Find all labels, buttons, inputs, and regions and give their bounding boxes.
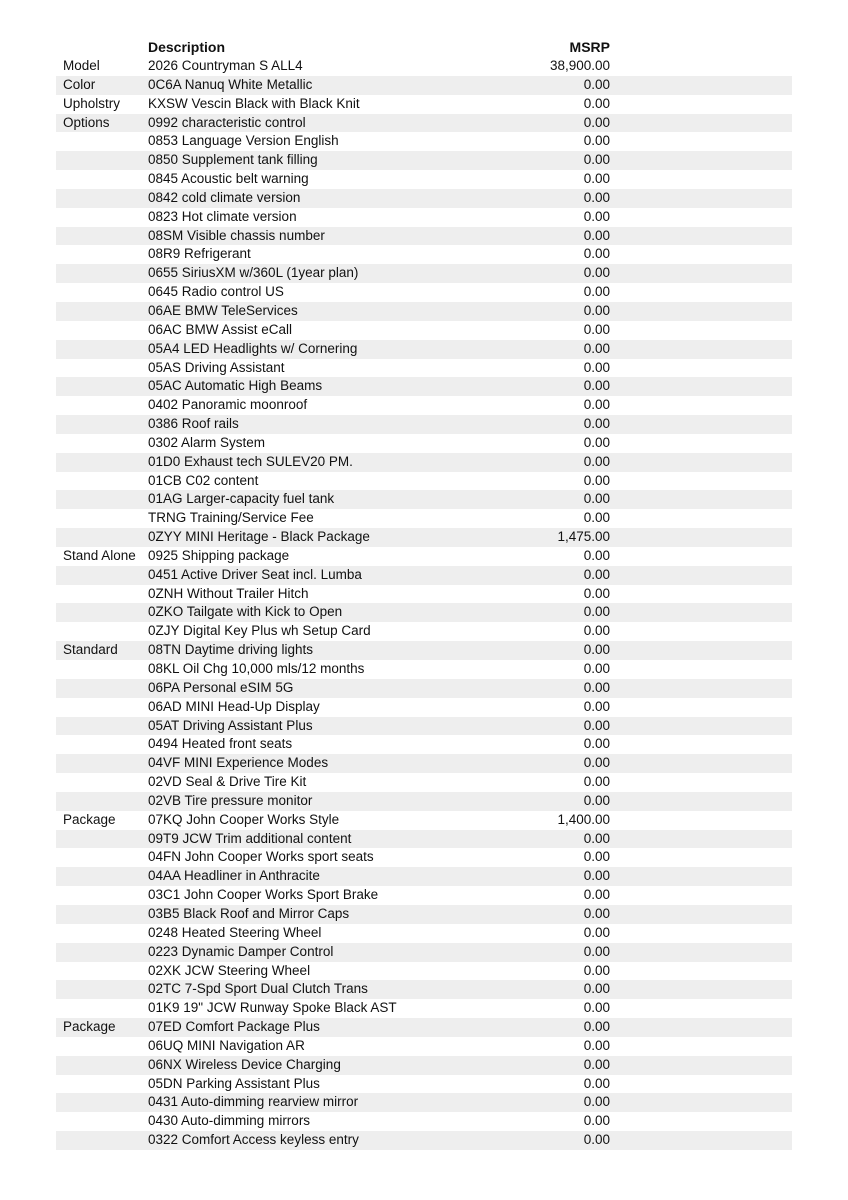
table-row	[56, 943, 792, 962]
table-row	[56, 208, 792, 227]
row-msrp: 0.00	[583, 887, 610, 903]
row-description: 03C1 John Cooper Works Sport Brake	[148, 887, 379, 903]
table-row	[56, 340, 792, 359]
row-description: 04VF MINI Experience Modes	[148, 755, 329, 771]
row-description: 0322 Comfort Access keyless entry	[148, 1132, 359, 1148]
option-sheet	[56, 38, 792, 1150]
row-description: 06NX Wireless Device Charging	[148, 1056, 341, 1072]
row-description: 0223 Dynamic Damper Control	[148, 943, 334, 959]
row-msrp: 0.00	[583, 1132, 610, 1148]
table-row	[56, 641, 792, 660]
table-row	[56, 132, 792, 151]
row-msrp: 0.00	[583, 246, 610, 262]
row-description: TRNG Training/Service Fee	[148, 510, 314, 526]
row-msrp: 0.00	[583, 227, 610, 243]
row-msrp: 0.00	[583, 340, 610, 356]
table-row	[56, 999, 792, 1018]
row-category: Package	[63, 811, 116, 827]
row-description: 0ZJY Digital Key Plus wh Setup Card	[148, 623, 371, 639]
table-body	[56, 57, 792, 1150]
row-msrp: 0.00	[583, 472, 610, 488]
row-description: 0ZYY MINI Heritage - Black Package	[148, 529, 370, 545]
row-description: 0C6A Nanuq White Metallic	[148, 76, 313, 92]
table-row	[56, 151, 792, 170]
row-msrp: 1,400.00	[557, 811, 610, 827]
row-msrp: 0.00	[583, 585, 610, 601]
table-row	[56, 1037, 792, 1056]
table-row	[56, 962, 792, 981]
row-description: 08TN Daytime driving lights	[148, 642, 314, 658]
table-row	[56, 1018, 792, 1037]
row-description: 06AC BMW Assist eCall	[148, 321, 293, 337]
row-msrp: 38,900.00	[549, 58, 610, 73]
row-description: 05DN Parking Assistant Plus	[148, 1075, 320, 1091]
row-msrp: 0.00	[583, 265, 610, 281]
row-description: 05AT Driving Assistant Plus	[148, 717, 313, 733]
table-row	[56, 547, 792, 566]
table-row	[56, 735, 792, 754]
row-description: 06UQ MINI Navigation AR	[148, 1037, 305, 1053]
row-description: 0992 characteristic control	[148, 114, 306, 130]
row-description: 08SM Visible chassis number	[148, 227, 325, 243]
table-row	[56, 189, 792, 208]
row-description: 06AD MINI Head-Up Display	[148, 698, 320, 714]
row-msrp: 0.00	[583, 359, 610, 375]
table-row	[56, 867, 792, 886]
row-msrp: 0.00	[583, 698, 610, 714]
table-row	[56, 924, 792, 943]
row-description: 2026 Countryman S ALL4	[148, 58, 303, 73]
row-msrp: 0.00	[583, 1019, 610, 1035]
table-row	[56, 1075, 792, 1094]
row-category: Color	[63, 76, 96, 92]
table-row	[56, 754, 792, 773]
row-description: 01CB C02 content	[148, 472, 259, 488]
row-description: 0925 Shipping package	[148, 547, 290, 563]
table-row	[56, 415, 792, 434]
table-row	[56, 264, 792, 283]
row-msrp: 0.00	[583, 321, 610, 337]
row-msrp: 0.00	[583, 981, 610, 997]
row-msrp: 0.00	[583, 849, 610, 865]
table-row	[56, 359, 792, 378]
row-msrp: 0.00	[583, 623, 610, 639]
row-msrp: 0.00	[583, 114, 610, 130]
table-row	[56, 509, 792, 528]
table-row	[56, 321, 792, 340]
row-description: 0655 SiriusXM w/360L (1year plan)	[148, 265, 359, 281]
row-description: 01K9 19" JCW Runway Spoke Black AST	[148, 1000, 397, 1016]
table-row	[56, 1112, 792, 1131]
row-msrp: 0.00	[583, 962, 610, 978]
table-row	[56, 980, 792, 999]
row-msrp: 0.00	[583, 717, 610, 733]
row-description: 05A4 LED Headlights w/ Cornering	[148, 340, 358, 356]
row-msrp: 0.00	[583, 1000, 610, 1016]
table-row	[56, 830, 792, 849]
table-row	[56, 773, 792, 792]
table-row	[56, 76, 792, 95]
row-msrp: 0.00	[583, 1075, 610, 1091]
row-msrp: 0.00	[583, 302, 610, 318]
row-description: 0451 Active Driver Seat incl. Lumba	[148, 566, 362, 582]
row-msrp: 0.00	[583, 171, 610, 187]
row-msrp: 0.00	[583, 208, 610, 224]
row-category: Package	[63, 1019, 116, 1035]
row-description: 0386 Roof rails	[148, 416, 239, 432]
table-row	[56, 170, 792, 189]
row-description: 0842 cold climate version	[148, 189, 301, 205]
table-row	[56, 245, 792, 264]
row-description: 0431 Auto-dimming rearview mirror	[148, 1094, 359, 1110]
table-row	[56, 302, 792, 321]
row-description: 0ZNH Without Trailer Hitch	[148, 585, 309, 601]
row-description: 09T9 JCW Trim additional content	[148, 830, 352, 846]
row-msrp: 0.00	[583, 868, 610, 884]
table-row	[56, 396, 792, 415]
row-description: 04AA Headliner in Anthracite	[148, 868, 320, 884]
row-description: 06PA Personal eSIM 5G	[148, 679, 294, 695]
row-msrp: 0.00	[583, 416, 610, 432]
row-description: 0850 Supplement tank filling	[148, 152, 318, 168]
row-description: 0302 Alarm System	[148, 434, 266, 450]
table-row	[56, 792, 792, 811]
row-category: Stand Alone	[63, 547, 136, 563]
row-description: 08R9 Refrigerant	[148, 246, 251, 262]
row-category: Model	[63, 58, 100, 73]
table-row	[56, 1056, 792, 1075]
table-row	[56, 1093, 792, 1112]
table-row	[56, 585, 792, 604]
row-description: 0853 Language Version English	[148, 133, 339, 149]
row-msrp: 0.00	[583, 95, 610, 111]
row-description: 08KL Oil Chg 10,000 mls/12 months	[148, 661, 365, 676]
row-msrp: 0.00	[583, 924, 610, 940]
row-msrp: 0.00	[583, 1056, 610, 1072]
row-msrp: 0.00	[583, 397, 610, 413]
row-msrp: 0.00	[583, 830, 610, 846]
row-msrp: 0.00	[583, 1113, 610, 1129]
table-row	[56, 717, 792, 736]
table-row	[56, 848, 792, 867]
row-msrp: 0.00	[583, 152, 610, 168]
table-row	[56, 811, 792, 830]
row-msrp: 1,475.00	[557, 529, 610, 545]
row-description: 02TC 7-Spd Sport Dual Clutch Trans	[148, 981, 368, 997]
table-header	[56, 38, 792, 57]
table-row	[56, 660, 792, 679]
table-row	[56, 679, 792, 698]
table-row	[56, 114, 792, 133]
row-msrp: 0.00	[583, 491, 610, 507]
row-msrp: 0.00	[583, 510, 610, 526]
row-msrp: 0.00	[583, 566, 610, 582]
row-msrp: 0.00	[583, 604, 610, 620]
row-msrp: 0.00	[583, 1094, 610, 1110]
row-description: 0645 Radio control US	[148, 284, 284, 300]
table-row	[56, 698, 792, 717]
msrp-header: MSRP	[569, 39, 610, 55]
row-msrp: 0.00	[583, 547, 610, 563]
table-row	[56, 472, 792, 491]
row-msrp: 0.00	[583, 943, 610, 959]
row-description: 06AE BMW TeleServices	[148, 302, 298, 318]
row-description: 05AC Automatic High Beams	[148, 378, 323, 394]
table-row	[56, 434, 792, 453]
row-msrp: 0.00	[583, 133, 610, 149]
row-description: 02VD Seal & Drive Tire Kit	[148, 774, 307, 790]
table-row	[56, 377, 792, 396]
row-description: 07ED Comfort Package Plus	[148, 1019, 320, 1035]
row-msrp: 0.00	[583, 189, 610, 205]
row-description: 0845 Acoustic belt warning	[148, 171, 309, 187]
table-row	[56, 227, 792, 246]
row-description: 0248 Heated Steering Wheel	[148, 924, 322, 940]
row-msrp: 0.00	[583, 774, 610, 790]
row-description: 02XK JCW Steering Wheel	[148, 962, 311, 978]
table-row	[56, 95, 792, 114]
row-msrp: 0.00	[583, 642, 610, 658]
row-msrp: 0.00	[583, 755, 610, 771]
row-msrp: 0.00	[583, 453, 610, 469]
row-msrp: 0.00	[583, 76, 610, 92]
row-description: 02VB Tire pressure monitor	[148, 792, 313, 808]
row-msrp: 0.00	[583, 905, 610, 921]
table-row	[56, 1131, 792, 1150]
row-description: 03B5 Black Roof and Mirror Caps	[148, 905, 350, 921]
row-description: 0823 Hot climate version	[148, 208, 297, 224]
table-row	[56, 453, 792, 472]
table-row	[56, 566, 792, 585]
row-description: 07KQ John Cooper Works Style	[148, 811, 340, 827]
row-category: Upholstry	[63, 95, 121, 111]
row-category: Options	[63, 114, 110, 130]
table-row	[56, 905, 792, 924]
table-row	[56, 490, 792, 509]
row-description: 0ZKO Tailgate with Kick to Open	[148, 604, 343, 620]
row-msrp: 0.00	[583, 679, 610, 695]
row-description: 04FN John Cooper Works sport seats	[148, 849, 374, 865]
table-row	[56, 622, 792, 641]
row-description: 01D0 Exhaust tech SULEV20 PM.	[148, 453, 353, 469]
row-description: KXSW Vescin Black with Black Knit	[148, 95, 360, 111]
table-row	[56, 603, 792, 622]
row-msrp: 0.00	[583, 1037, 610, 1053]
description-header: Description	[148, 39, 226, 55]
row-msrp: 0.00	[583, 434, 610, 450]
row-category: Standard	[63, 642, 118, 658]
row-description: 0402 Panoramic moonroof	[148, 397, 308, 413]
row-description: 05AS Driving Assistant	[148, 359, 285, 375]
row-description: 01AG Larger-capacity fuel tank	[148, 491, 335, 507]
table-row	[56, 283, 792, 302]
table-row	[56, 886, 792, 905]
row-msrp: 0.00	[583, 736, 610, 752]
row-description: 0494 Heated front seats	[148, 736, 293, 752]
table-row	[56, 57, 792, 76]
row-msrp: 0.00	[583, 378, 610, 394]
row-msrp: 0.00	[583, 284, 610, 300]
row-description: 0430 Auto-dimming mirrors	[148, 1113, 311, 1129]
row-msrp: 0.00	[583, 661, 610, 676]
table-row	[56, 528, 792, 547]
row-msrp: 0.00	[583, 792, 610, 808]
